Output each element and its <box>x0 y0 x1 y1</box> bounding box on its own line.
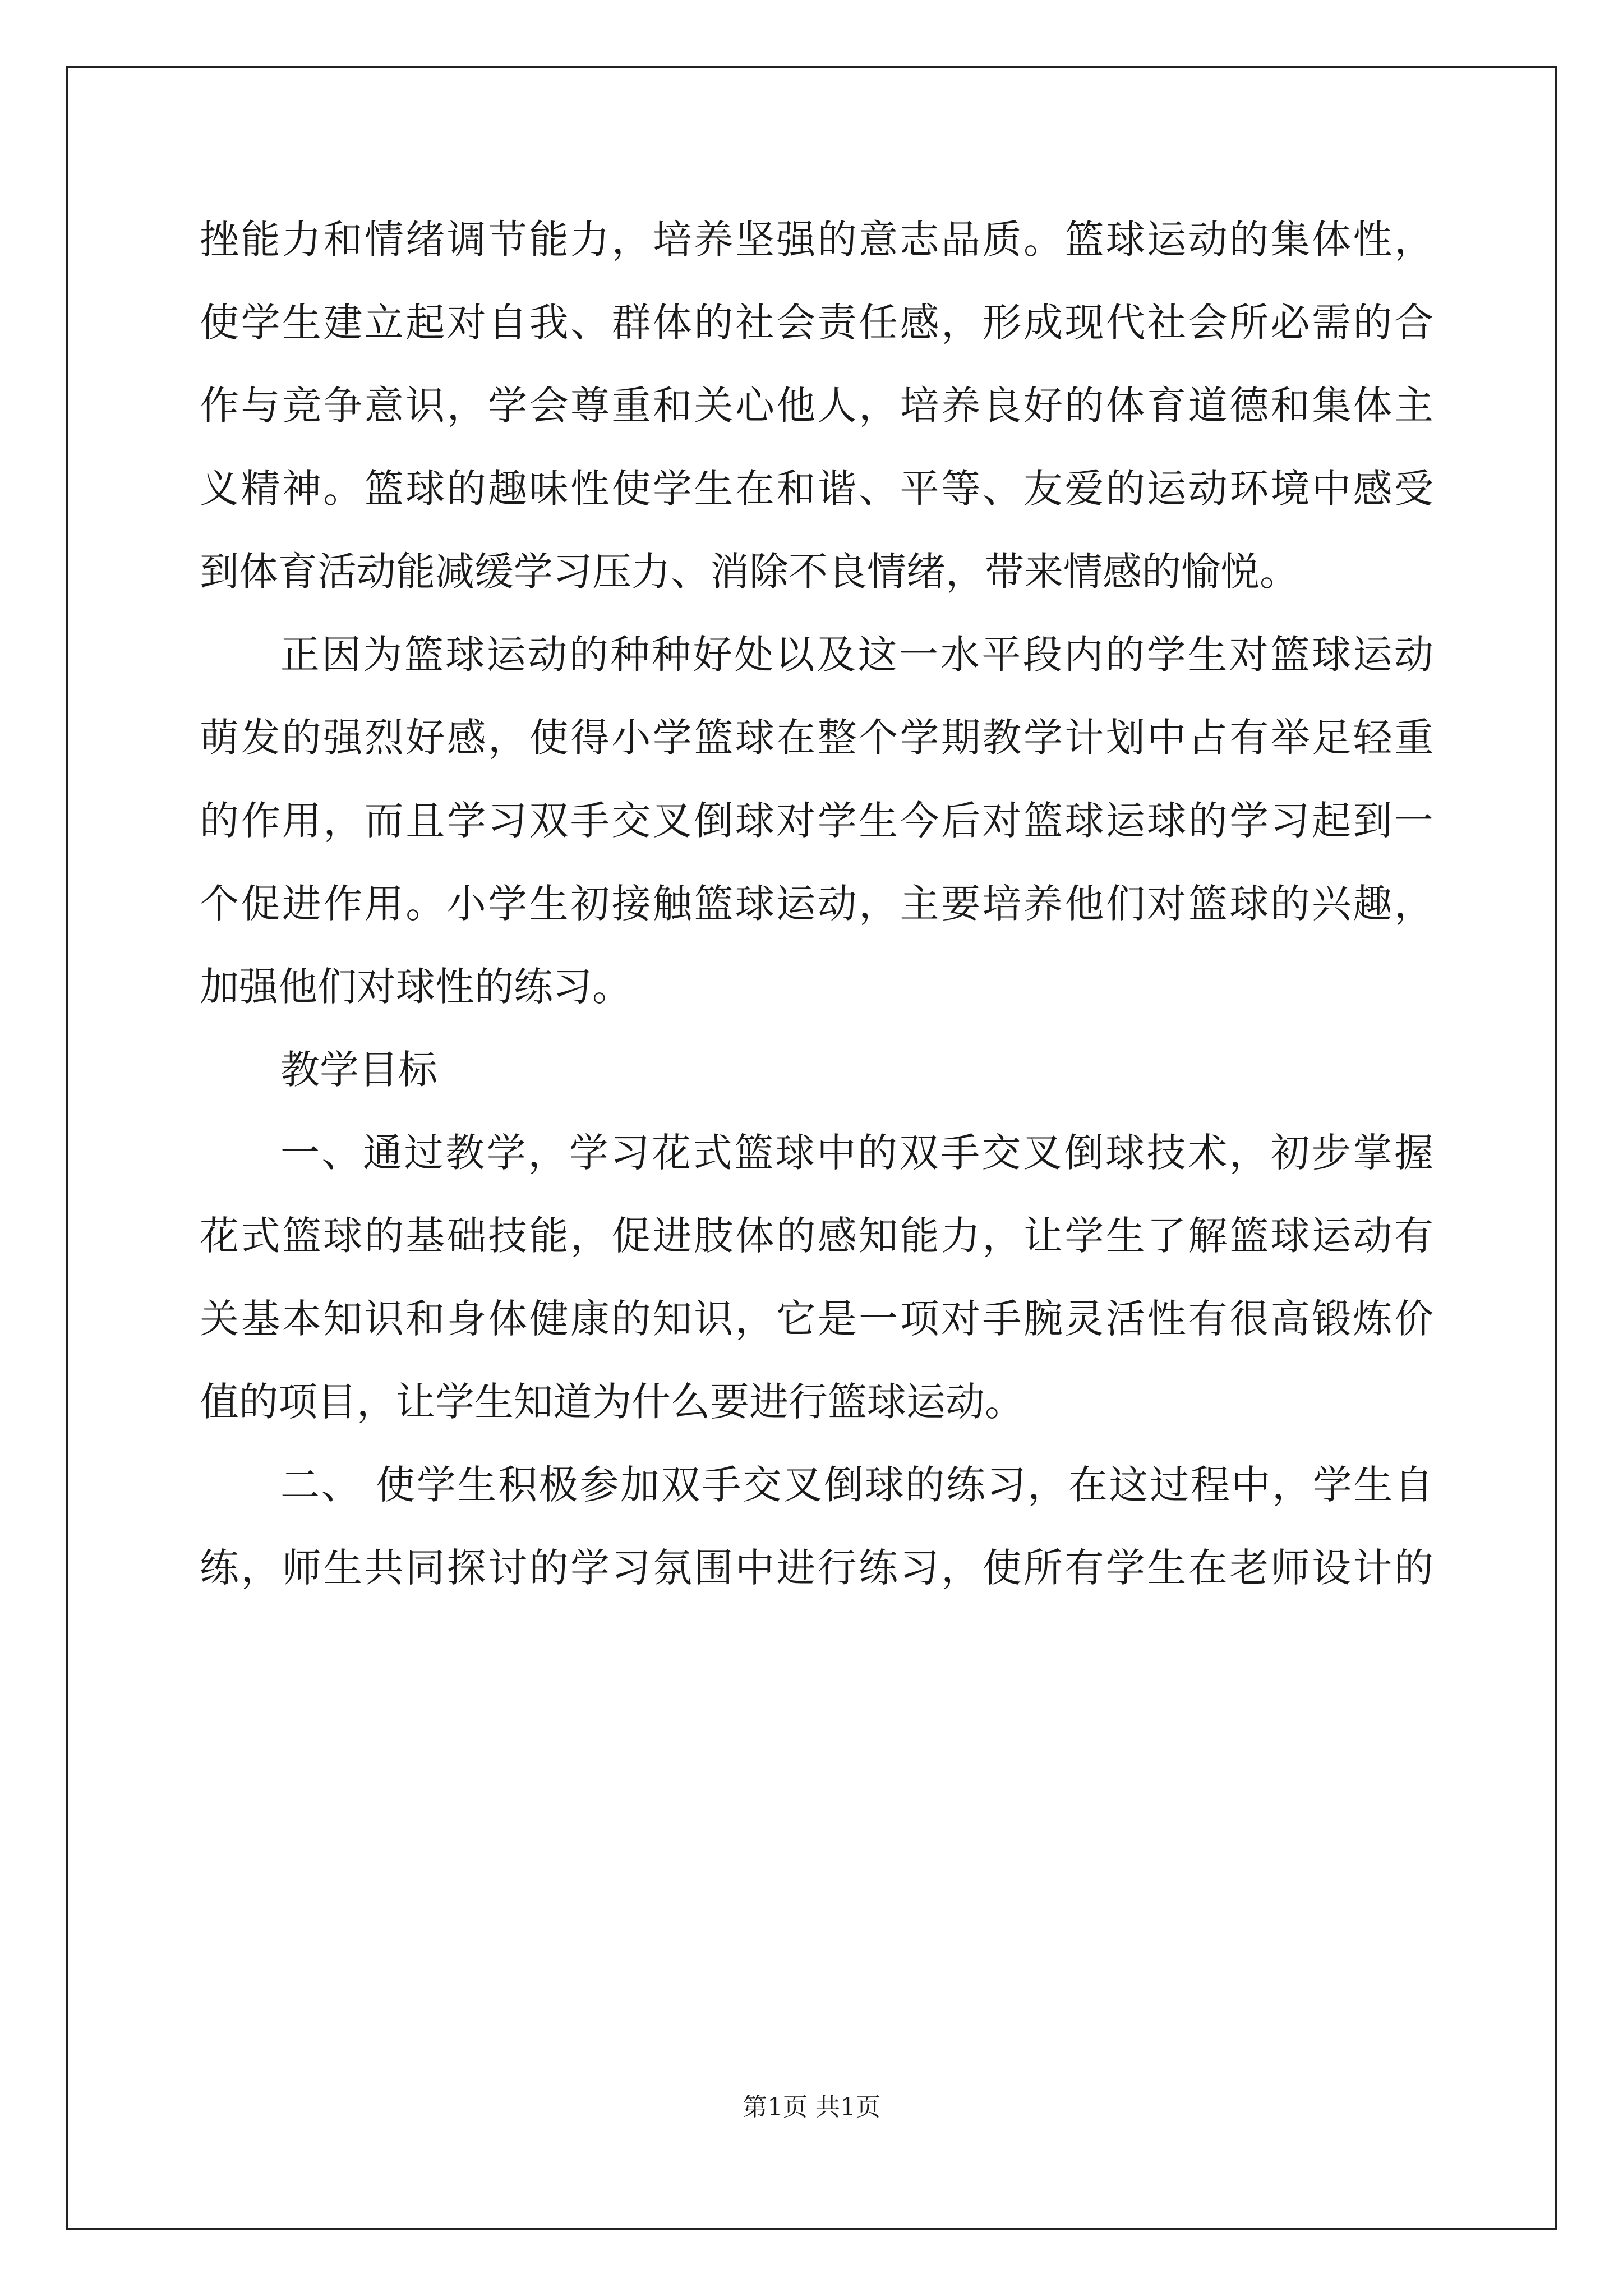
text-line: 挫能力和情绪调节能力，培养坚强的意志品质。篮球运动的集体性， <box>200 217 1433 263</box>
text-line: 义精神。篮球的趣味性使学生在和谐、平等、友爱的运动环境中感受 <box>200 466 1433 512</box>
text-line: 关基本知识和身体健康的知识，它是一项对手腕灵活性有很高锻炼价 <box>200 1296 1433 1342</box>
text-line: 个促进作用。小学生初接触篮球运动，主要培养他们对篮球的兴趣， <box>200 881 1433 927</box>
text-line: 作与竞争意识，学会尊重和关心他人，培养良好的体育道德和集体主 <box>200 383 1433 429</box>
text-line: 加强他们对球性的练习。 <box>200 964 631 1010</box>
text-line: 花式篮球的基础技能，促进肢体的感知能力，让学生了解篮球运动有 <box>200 1213 1433 1259</box>
document-body <box>200 213 1433 1625</box>
paragraph <box>200 1126 1433 1458</box>
section-heading <box>200 1043 1433 1126</box>
text-line: 到体育活动能减缓学习压力、消除不良情绪，带来情感的愉悦。 <box>200 549 1299 595</box>
text-line: 正因为篮球运动的种种好处以及这一水平段内的学生对篮球运动 <box>280 632 1433 678</box>
page-number: 第1页 共1页 <box>743 2093 880 2122</box>
paragraph <box>200 213 1433 628</box>
text-line: 练，师生共同探讨的学习氛围中进行练习，使所有学生在老师设计的 <box>200 1545 1433 1591</box>
heading-text: 教学目标 <box>280 1047 437 1093</box>
text-line: 的作用，而且学习双手交叉倒球对学生今后对篮球运球的学习起到一 <box>200 798 1433 844</box>
paragraph <box>200 628 1433 1043</box>
text-line: 一、通过教学，学习花式篮球中的双手交叉倒球技术，初步掌握 <box>280 1130 1433 1176</box>
text-line: 萌发的强烈好感，使得小学篮球在整个学期教学计划中占有举足轻重 <box>200 715 1433 761</box>
text-line: 使学生建立起对自我、群体的社会责任感，形成现代社会所必需的合 <box>200 300 1433 346</box>
paragraph <box>200 1458 1433 1625</box>
page-footer <box>0 2093 1623 2122</box>
text-line: 二、 使学生积极参加双手交叉倒球的练习，在这过程中，学生自 <box>280 1462 1433 1508</box>
text-line: 值的项目，让学生知道为什么要进行篮球运动。 <box>200 1379 1024 1425</box>
